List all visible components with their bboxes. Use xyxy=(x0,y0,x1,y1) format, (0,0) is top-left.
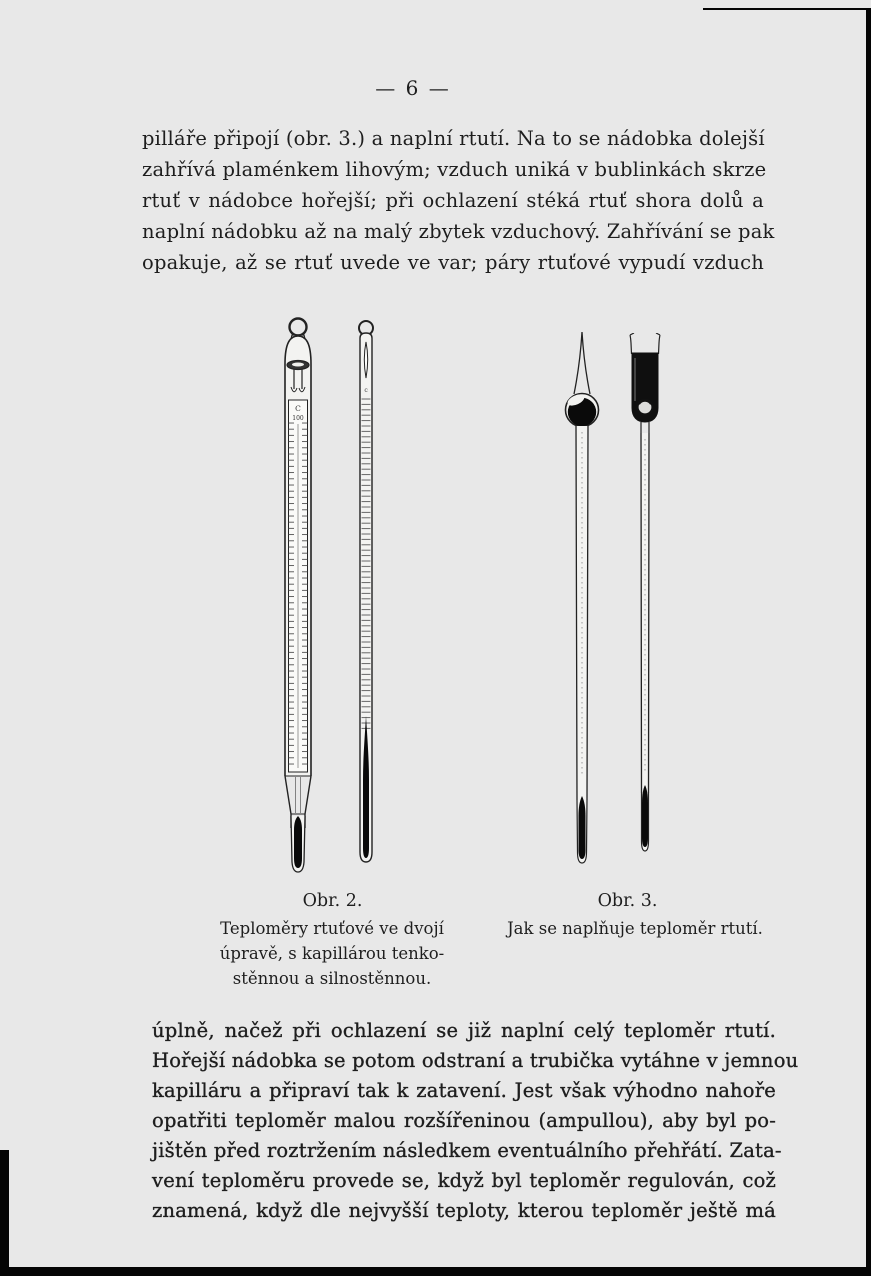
paragraph-bottom xyxy=(152,1016,799,1226)
thermometer-enclosed-scale-illustration xyxy=(268,316,328,874)
mercury-bulb xyxy=(579,796,586,859)
thermometer-filling-bulb-illustration xyxy=(563,330,603,865)
figure3-label: Obr. 3. xyxy=(597,891,658,911)
scale-unit-label: c xyxy=(364,387,368,394)
text-line: opakuje, až se rtuť uvede ve var; páry rtuťové vypudí vzduch xyxy=(142,251,764,274)
paragraph-top xyxy=(142,123,775,278)
thermometer-stem-illustration xyxy=(352,320,380,870)
text-line: znamená, když dle nejvyšší teploty, kterou teploměr ještě má xyxy=(152,1199,776,1222)
caption-line: Teploměry rtuťové ve dvojí xyxy=(220,919,444,938)
text-line: rtuť v nádobce hořejší; při ochlazení stéká rtuť shora dolů a xyxy=(142,189,764,212)
text-line: pilláře připojí (obr. 3.) a naplní rtutí. Na to se nádobka dolejší xyxy=(142,127,765,150)
page-number: — 6 — xyxy=(375,76,451,100)
text-line: naplní nádobku až na malý zbytek vzduchový. Zahřívání se pak xyxy=(142,220,775,243)
text-line: vení teploměru provede se, když byl teploměr regulován, což xyxy=(152,1169,776,1192)
mercury-bulb xyxy=(642,785,648,847)
scan-border-top-right xyxy=(703,8,871,10)
caption-line: stěnnou a silnostěnnou. xyxy=(232,969,432,988)
scale-top-value: 100 xyxy=(292,415,304,422)
figure2-label: Obr. 2. xyxy=(302,891,363,911)
text-line: zahřívá plaménkem lihovým; vzduch uniká v bublinkách skrze xyxy=(142,158,767,181)
hanging-ring xyxy=(290,319,307,336)
thermometer-filling-funnel-illustration xyxy=(627,333,663,858)
caption-line: úpravě, s kapillárou tenko- xyxy=(219,944,445,963)
figure2-caption xyxy=(188,916,476,991)
expansion-chamber xyxy=(364,342,367,378)
scan-border-left-lower xyxy=(0,1150,9,1276)
scan-border-bottom xyxy=(0,1267,871,1276)
text-line: opatřiti teploměr malou rozšířeninou (ampullou), aby byl po- xyxy=(152,1109,776,1132)
text-line: úplně, načež při ochlazení se již naplní celý teploměr rtutí. xyxy=(152,1019,776,1042)
scan-border-right xyxy=(866,10,871,1276)
text-line: Hořejší nádobka se potom odstraní a trubička vytáhne v jemnou xyxy=(152,1049,799,1072)
figure3-caption: Jak se naplňuje teploměr rtutí. xyxy=(507,919,763,938)
scale-unit-label: C xyxy=(295,404,301,413)
text-line: jištěn před roztržením následkem eventuálního přehřátí. Zata- xyxy=(152,1139,782,1162)
text-line: kapilláru a připraví tak k zatavení. Jest však výhodno nahoře xyxy=(152,1079,776,1102)
mercury-bulb xyxy=(294,816,302,868)
